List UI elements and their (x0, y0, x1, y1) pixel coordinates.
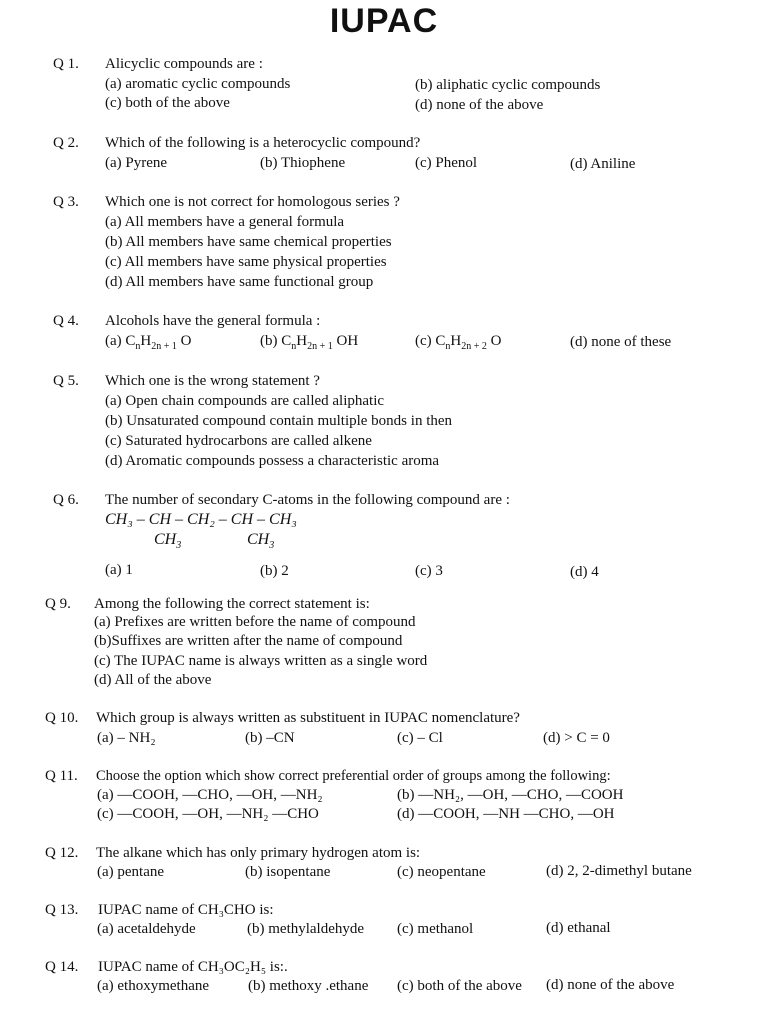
option-b: (b) All members have same chemical properties (105, 234, 392, 250)
option-a: (a) – NH₂ (97, 730, 156, 746)
option-c-sub-n: n (445, 341, 451, 352)
option-c: (c) 3 (415, 563, 443, 579)
question-text: IUPAC name of CH₃CHO is: (98, 902, 274, 918)
option-c: (c) The IUPAC name is always written as a single word (94, 653, 428, 669)
question-number: Q 10. (45, 710, 79, 726)
question-text: Which one is the wrong statement ? (105, 373, 320, 389)
page-title: IUPAC (329, 2, 439, 40)
option-c: (c) All members have same physical properties (105, 254, 387, 270)
question-text: Choose the option which show correct preferential order of groups among the following: (96, 768, 611, 784)
option-c (415, 331, 501, 357)
option-b: (b) Unsaturated compound contain multiple bonds in then (105, 413, 453, 429)
question-number: Q 6. (53, 492, 79, 508)
option-a-prefix: (a) C (105, 333, 136, 349)
question-text: The alkane which has only primary hydrogen atom is: (96, 845, 421, 861)
option-d: (d) none of the above (546, 977, 675, 993)
option-b: (b) methylaldehyde (247, 921, 365, 937)
option-b: (b) methoxy .ethane (248, 978, 369, 994)
option-d: (d) —COOH, —NH —CHO, —OH (397, 806, 615, 822)
question-number: Q 14. (45, 959, 79, 975)
option-c: (c) Phenol (415, 155, 478, 171)
question-text: Which group is always written as substituent in IUPAC nomenclature? (96, 710, 520, 726)
option-a: (a) Pyrene (105, 155, 168, 171)
question-number: Q 4. (53, 313, 79, 329)
option-b: (b) –CN (245, 730, 295, 746)
option-d: (d) 2, 2-dimethyl butane (546, 863, 692, 879)
question-number: Q 12. (45, 845, 79, 861)
option-c-h: H (450, 333, 462, 349)
option-d: (d) none of the above (415, 97, 544, 113)
question-text: Among the following the correct statement is: (94, 596, 370, 612)
option-b: (b) 2 (260, 563, 289, 579)
option-a: (a) aromatic cyclic compounds (105, 76, 291, 92)
option-d: (d) All members have same functional group (105, 274, 374, 290)
option-a: (a) —COOH, —CHO, —OH, —NH₂ (97, 787, 323, 803)
option-a (105, 331, 191, 357)
option-a-sub: 2n + 1 (151, 341, 177, 352)
option-b-suffix: OH (332, 333, 359, 349)
option-b: (b) —NH₂, —OH, —CHO, —COOH (397, 787, 624, 803)
question-number: Q 13. (45, 902, 79, 918)
question-text: Alicyclic compounds are : (105, 56, 263, 72)
option-c: (c) Saturated hydrocarbons are called alkene (105, 433, 372, 449)
option-d: (d) Aniline (570, 156, 636, 172)
option-b-prefix: (b) C (260, 333, 292, 349)
option-d: (d) ethanal (546, 920, 611, 936)
option-b: (b)Suffixes are written after the name of compound (94, 633, 403, 649)
option-c-sub: 2n + 2 (461, 341, 487, 352)
question-number: Q 11. (45, 768, 78, 784)
option-c: (c) —COOH, —OH, —NH₂ —CHO (97, 806, 319, 822)
option-d: (d) Aromatic compounds possess a characteristic aroma (105, 453, 440, 469)
option-c: (c) both of the above (397, 978, 522, 994)
option-a: (a) acetaldehyde (97, 921, 196, 937)
branch-methyl-2 (247, 531, 274, 551)
option-b: (b) Thiophene (260, 155, 346, 171)
option-a: (a) All members have a general formula (105, 214, 345, 230)
branch-1-sub: 3 (176, 540, 182, 552)
option-c-prefix: (c) C (415, 333, 446, 349)
option-b: (b) aliphatic cyclic compounds (415, 77, 601, 93)
question-text: Which of the following is a heterocyclic compound? (105, 135, 421, 151)
option-d: (d) > C = 0 (543, 730, 610, 746)
option-b-sub: 2n + 1 (307, 341, 333, 352)
option-a-sub-n: n (135, 341, 141, 352)
question-number: Q 3. (53, 194, 79, 210)
branch-2-text: CH (247, 531, 270, 548)
option-a-h: H (140, 333, 152, 349)
question-text: The number of secondary C-atoms in the following compound are : (105, 492, 510, 508)
option-a: (a) Prefixes are written before the name of compound (94, 614, 416, 630)
option-b-h: H (296, 333, 308, 349)
option-a: (a) ethoxymethane (97, 978, 210, 994)
option-c-suffix: O (486, 333, 502, 349)
question-number: Q 5. (53, 373, 79, 389)
question-number: Q 2. (53, 135, 79, 151)
option-c: (c) – Cl (397, 730, 443, 746)
option-c: (c) both of the above (105, 95, 230, 111)
option-a: (a) pentane (97, 864, 165, 880)
question-number: Q 9. (45, 596, 71, 612)
structural-formula: CH₃ – CH – CH₂ – CH – CH₃ (105, 511, 297, 528)
branch-2-sub: 3 (269, 540, 275, 552)
question-text: Alcohols have the general formula : (105, 313, 321, 329)
option-d: (d) All of the above (94, 672, 212, 688)
option-a: (a) Open chain compounds are called aliphatic (105, 393, 385, 409)
option-b: (b) isopentane (245, 864, 331, 880)
option-c: (c) methanol (397, 921, 474, 937)
question-text: IUPAC name of CH₃OC₂H₅ is:. (98, 959, 288, 975)
question-text: Which one is not correct for homologous series ? (105, 194, 400, 210)
option-a: (a) 1 (105, 562, 133, 578)
option-a-suffix: O (176, 333, 192, 349)
option-d: (d) none of these (570, 334, 672, 350)
option-d: (d) 4 (570, 564, 599, 580)
branch-methyl-1 (154, 531, 181, 551)
branch-1-text: CH (154, 531, 177, 548)
option-b-sub-n: n (291, 341, 297, 352)
question-number: Q 1. (53, 56, 79, 72)
option-b (260, 331, 358, 357)
option-c: (c) neopentane (397, 864, 486, 880)
